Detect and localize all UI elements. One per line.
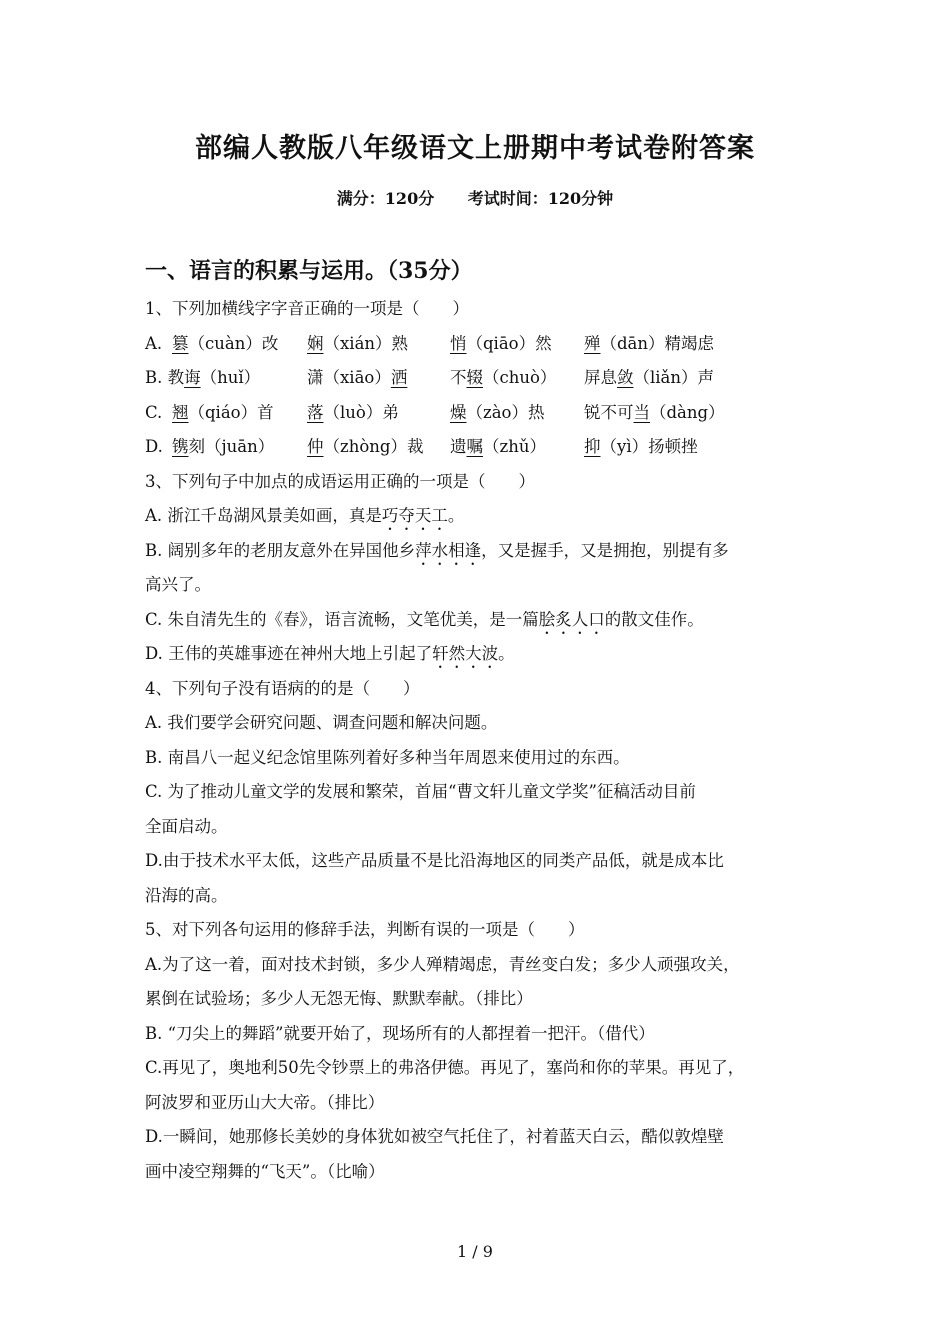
underlined-char: 悄	[450, 333, 467, 353]
underlined-char: 翘	[172, 402, 189, 422]
underlined-char: 篡	[172, 333, 189, 353]
question-4-stem: 4、下列句子没有语病的的是（ ）	[145, 678, 420, 698]
pinyin-word: （zhǔ）	[483, 437, 546, 456]
underlined-char: 娴	[307, 333, 324, 353]
pinyin-word: （luò）弟	[323, 402, 399, 422]
option-text: C. 朱自清先生的《春》，语言流畅，文笔优美，是一篇	[145, 609, 539, 629]
option-text: 锐不可	[584, 402, 634, 422]
dotted-idiom: 巧夺天工	[381, 506, 448, 525]
question-5-option-b: B. “刀尖上的舞蹈”就要开始了，现场所有的人都捏着一把汗。（借代）	[145, 1023, 655, 1043]
question-4-option-c: C. 为了推动儿童文学的发展和繁荣，首届“曹文轩儿童文学奖”征稿活动目前	[145, 782, 696, 801]
option-text: 屏息	[584, 368, 617, 387]
pinyin-word: （zào）热	[466, 402, 545, 422]
underlined-char: 镌	[172, 437, 189, 456]
option-text: 不	[450, 368, 467, 387]
question-1-stem: 1、下列加横线字字音正确的一项是（ ）	[145, 299, 469, 318]
pinyin-word: （huǐ）	[200, 368, 261, 387]
underlined-char: 当	[633, 402, 650, 422]
question-5-option-a-cont: 累倒在试验场；多少人无怨无悔、默默奉献。（排比）	[145, 989, 533, 1008]
underlined-char: 洒	[390, 368, 408, 387]
question-1-option-c	[145, 396, 815, 431]
question-4-option-c-cont: 全面启动。	[145, 816, 228, 836]
pinyin-word: （dān）精竭虑	[600, 333, 715, 353]
question-3-option-d	[145, 637, 815, 672]
exam-time: 考试时间：120分钟	[467, 189, 614, 208]
option-text: 遗	[450, 437, 467, 456]
question-3-stem: 3、下列句子中加点的成语运用正确的一项是（ ）	[145, 471, 535, 491]
pinyin-word: （qiāo）然	[466, 333, 552, 353]
question-3-option-c	[145, 603, 815, 638]
underlined-char: 燥	[450, 402, 467, 422]
question-5-option-c: C.再见了，奥地利50先令钞票上的弗洛伊德。再见了，塞尚和你的苹果。再见了，	[145, 1058, 745, 1077]
dotted-idiom: 萍水相逢	[415, 540, 482, 560]
pinyin-word: （xián）熟	[323, 333, 409, 353]
underlined-char: 仲	[307, 437, 324, 456]
pinyin-word: （chuò）	[483, 368, 557, 387]
question-5-option-d-cont: 画中凌空翔舞的“飞天”。（比喻）	[145, 1161, 385, 1181]
question-1-option-a	[145, 327, 815, 362]
question-4-option-a: A. 我们要学会研究问题、调查问题和解决问题。	[145, 713, 498, 732]
pinyin-word: （yì）扬顿挫	[600, 437, 698, 456]
page-title: 部编人教版八年级语文上册期中考试卷附答案	[195, 133, 755, 164]
option-text: B. 阔别多年的老朋友意外在异国他乡	[145, 540, 416, 560]
pinyin-word: （dàng）	[650, 402, 725, 422]
question-5-option-a: A.为了这一着，面对技术封锁，多少人殚精竭虑，青丝变白发；多少人顽强攻关，	[145, 954, 740, 974]
pinyin-word: （qiáo）首	[188, 402, 274, 422]
question-4-option-d: D.由于技术水平太低，这些产品质量不是比沿海地区的同类产品低，就是成本比	[145, 851, 724, 870]
underlined-char: 落	[307, 402, 324, 422]
question-5-stem: 5、对下列各句运用的修辞手法，判断有误的一项是（ ）	[145, 920, 585, 939]
option-text: B. 教	[145, 368, 185, 387]
option-text: 。	[498, 644, 515, 663]
dotted-idiom: 脍炙人口	[538, 609, 605, 629]
dotted-idiom: 轩然大波	[432, 644, 499, 663]
question-4-option-b: B. 南昌八一起义纪念馆里陈列着好多种当年周恩来使用过的东西。	[145, 747, 630, 767]
option-label: A.	[145, 333, 163, 353]
underlined-char: 诲	[184, 368, 201, 387]
question-3-option-b	[145, 534, 815, 569]
option-label: D.	[145, 437, 163, 456]
page-number: 1 / 9	[457, 1242, 493, 1261]
underlined-char: 抑	[584, 437, 601, 456]
pinyin-word: （cuàn）改	[188, 333, 279, 353]
pinyin-word: （liǎn）声	[633, 368, 715, 387]
full-score: 满分：120分	[336, 189, 435, 208]
option-text: 。	[447, 506, 465, 525]
question-4-option-d-cont: 沿海的高。	[145, 885, 228, 905]
question-body	[145, 292, 815, 1189]
section-heading: 一、语言的积累与运用。（35分）	[145, 258, 473, 284]
underlined-char: 嘱	[466, 437, 483, 456]
underlined-char: 敛	[617, 368, 634, 387]
question-1-option-b	[145, 361, 815, 396]
underlined-char: 辍	[466, 368, 483, 387]
option-label: C.	[145, 402, 163, 422]
exam-info	[0, 186, 950, 209]
option-text: 的散文佳作。	[604, 609, 704, 629]
option-text: D. 王伟的英雄事迹在神州大地上引起了	[145, 644, 433, 663]
pinyin-word: 潇（xiāo）	[307, 368, 391, 387]
pinyin-word: （zhòng）裁	[323, 437, 424, 456]
underlined-char: 殚	[584, 333, 601, 353]
question-5-option-d: D.一瞬间，她那修长美妙的身体犹如被空气托住了，衬着蓝天白云，酷似敦煌壁	[145, 1127, 724, 1146]
option-text: ，又是握手，又是拥抱，别提有多	[481, 540, 729, 560]
question-1-option-d	[145, 430, 815, 465]
option-text: A. 浙江千岛湖风景美如画，真是	[145, 506, 382, 525]
question-5-option-c-cont: 阿波罗和亚历山大大帝。（排比）	[145, 1092, 385, 1112]
question-3-option-a	[145, 499, 815, 534]
question-3-option-b-cont: 高兴了。	[145, 575, 211, 594]
pinyin-word: 刻（juān）	[188, 437, 275, 456]
